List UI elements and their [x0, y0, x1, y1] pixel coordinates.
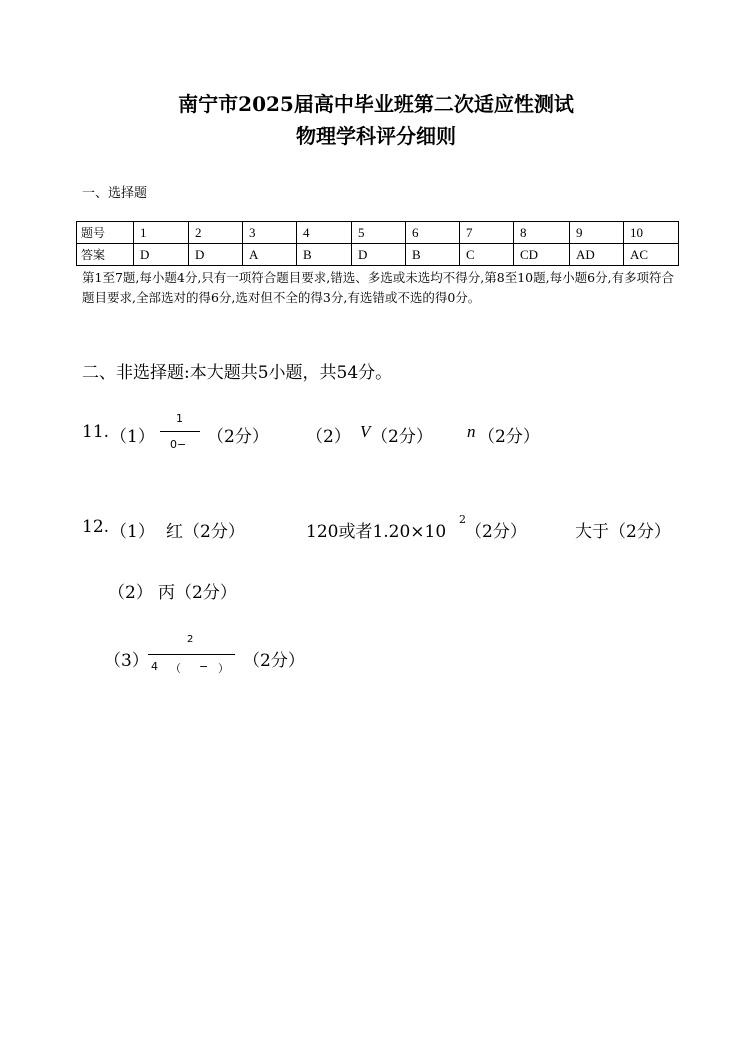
- q11-part1-label: （1）: [110, 427, 155, 447]
- row-label-answer: 答案: [77, 244, 134, 266]
- scoring-rule-text: 第1至7题,每小题4分,只有一项符合题目要求,错选、多选或未选均不得分,第8至10题,每小题6分,有多项符合题目要求,全部选对的得6分,选对但不全的得3分,有选错或不选的得0分。: [82, 270, 675, 305]
- q11-part2-var-n: n: [467, 422, 476, 441]
- answer-cell: CD: [514, 244, 570, 266]
- answer-cell: B: [406, 244, 460, 266]
- question-number-cell: 7: [460, 222, 514, 244]
- answer-cell: AC: [624, 244, 679, 266]
- document-title: 南宁市2025届高中毕业班第二次适应性测试: [178, 92, 574, 116]
- question-number-cell: 9: [570, 222, 624, 244]
- q11-part2-score1: （2分）: [371, 427, 433, 447]
- q11-part1-denominator: 0−: [170, 438, 187, 451]
- q11-part2-label: （2）: [306, 427, 351, 447]
- question-number-cell: 3: [243, 222, 297, 244]
- q12-part3-denominator-close: ）: [218, 662, 229, 675]
- row-label-question-number: 题号: [77, 222, 134, 244]
- q12-part1-answer2: 120或者1.20×10: [306, 522, 447, 542]
- q11-number: 11.: [82, 422, 110, 442]
- question-number-cell: 4: [297, 222, 352, 244]
- answer-cell: B: [297, 244, 352, 266]
- answer-cell: D: [189, 244, 243, 266]
- q12-part1-label: （1）: [110, 522, 155, 542]
- q12-part1-answer1: 红: [166, 522, 183, 542]
- answer-cell: C: [460, 244, 514, 266]
- fraction-bar: [148, 654, 235, 655]
- q12-part3-denominator-minus: −: [199, 660, 209, 673]
- q12-part3-numerator: 2: [187, 634, 194, 645]
- question-number-cell: 5: [352, 222, 406, 244]
- question-number-row: [77, 222, 679, 244]
- answer-cell: A: [243, 244, 297, 266]
- q12-part1-score3: （2分）: [609, 522, 671, 542]
- question-number-cell: 8: [514, 222, 570, 244]
- answer-row: [77, 244, 679, 266]
- q11-part2-score2: （2分）: [478, 427, 540, 447]
- question-number-cell: 10: [624, 222, 679, 244]
- question-number-cell: 2: [189, 222, 243, 244]
- answer-cell: D: [134, 244, 189, 266]
- answer-table: [76, 221, 679, 266]
- section-heading-multiple-choice: 一、选择题: [82, 186, 148, 201]
- q12-number: 12.: [82, 517, 110, 537]
- section-heading-non-multiple-choice: 二、非选择题:本大题共5小题，共54分。: [82, 363, 393, 383]
- answer-cell: AD: [570, 244, 624, 266]
- q11-part1-score: （2分）: [207, 427, 269, 447]
- question-number-cell: 6: [406, 222, 460, 244]
- fraction-bar: [160, 431, 200, 432]
- q12-part1-answer3: 大于: [575, 522, 609, 542]
- q12-part1-answer2-exponent: 2: [459, 513, 466, 526]
- q12-part3-score: （2分）: [243, 651, 305, 671]
- q12-part1-score2: （2分）: [465, 522, 527, 542]
- q12-part3-denominator-coef: 4: [151, 660, 158, 673]
- q12-part1-score1: （2分）: [183, 522, 245, 542]
- q12-part2-score: （2分）: [175, 583, 237, 603]
- q12-part3-label: （3）: [104, 651, 149, 671]
- q11-part1-numerator: 1: [176, 412, 183, 425]
- q12-part3-denominator-open: （: [170, 662, 181, 675]
- question-number-cell: 1: [134, 222, 189, 244]
- q12-part2-label: （2）: [108, 583, 153, 603]
- answer-cell: D: [352, 244, 406, 266]
- document-subtitle: 物理学科评分细则: [296, 124, 456, 148]
- q12-part2-answer: 丙: [158, 583, 175, 603]
- q11-part2-var-volume: V: [360, 422, 371, 441]
